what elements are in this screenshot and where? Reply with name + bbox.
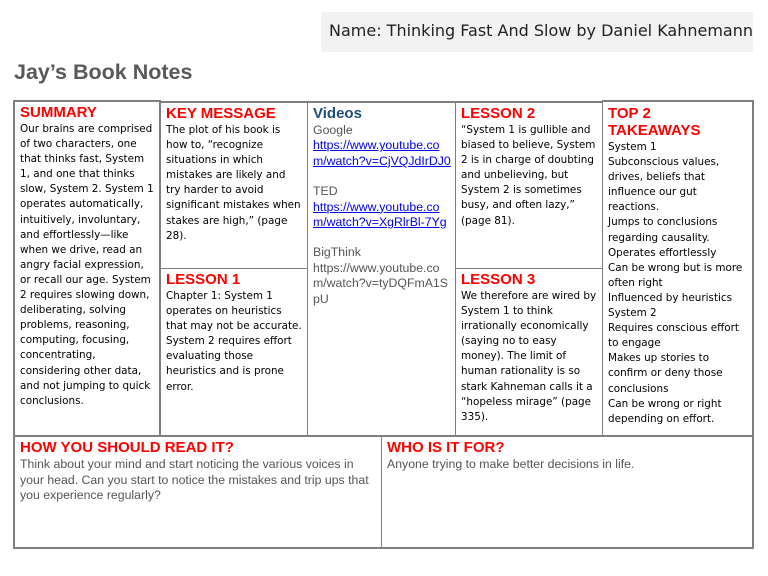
- takeaways-heading: [608, 105, 748, 139]
- takeaway-line: System 2: [608, 307, 657, 320]
- ted-label: TED: [313, 184, 338, 199]
- takeaway-line: Can be wrong but is more often right: [608, 261, 743, 289]
- key-message-body: The plot of his book is how to, “recognize situations in which mistakes are likely and try harder to avoid significant mistakes when stakes are high,” (page 28).: [166, 124, 301, 242]
- who-for-body: Anyone trying to make better decisions in life.: [387, 457, 635, 471]
- takeaways-list: [608, 140, 748, 427]
- takeaway-line: System 1: [608, 141, 657, 153]
- lesson3-heading: LESSON 3: [461, 271, 536, 288]
- page-title: Jay’s Book Notes: [14, 60, 193, 84]
- lesson1-heading: LESSON 1: [166, 271, 241, 288]
- key-message-cell: [161, 101, 308, 269]
- google-label: Google: [313, 123, 353, 137]
- takeaway-line: Subconscious values, drives, beliefs that influence our gut reactions.: [608, 156, 720, 214]
- lesson3-cell: [455, 268, 603, 437]
- takeaway-line: Makes up stories to confirm or deny those conclusions: [608, 352, 723, 395]
- how-to-read-heading: HOW YOU SHOULD READ IT?: [20, 439, 234, 456]
- takeaways-cell: [602, 100, 754, 437]
- takeaway-line: Operates effortlessly: [608, 246, 717, 259]
- takeaway-line: Jumps to conclusions regarding causality.: [608, 216, 718, 244]
- lesson2-cell: [455, 101, 603, 269]
- who-for-cell: [381, 435, 754, 549]
- takeaway-line: Influenced by heuristics: [608, 291, 733, 304]
- lesson1-body: Chapter 1: System 1 operates on heuristics that may not be accurate. System 2 requires effort evaluating those heuristics and is prone error.: [166, 290, 302, 393]
- lesson2-heading: LESSON 2: [461, 105, 536, 122]
- bigthink-video-url: https://www.youtube.com/watch?v=tyDQFmA1SpU: [313, 260, 448, 306]
- takeaway-line: Requires conscious effort to engage: [608, 322, 739, 350]
- who-for-heading: WHO IS IT FOR?: [387, 439, 505, 456]
- how-to-read-body: Think about your mind and start noticing the various voices in your head. Can you start to notice the mistakes and trip ups that you experience regularly?: [20, 457, 369, 503]
- book-name-text: Name: Thinking Fast And Slow by Daniel Kahnemann: [329, 21, 754, 40]
- google-video-link[interactable]: https://www.youtube.com/watch?v=CjVQJdIrDJ0: [313, 138, 451, 168]
- lesson2-body: “System 1 is gullible and biased to believe, System 2 is in charge of doubting and unbelieving, but System 2 is sometimes busy, and often lazy,” (page 81).: [461, 124, 596, 227]
- book-name-box: [321, 12, 753, 52]
- takeaways-heading-line2: TAKEAWAYS: [608, 122, 701, 139]
- summary-body: Our brains are comprised of two characters, one that thinks fast, System 1, and one that thinks slow, System 2. System 1 operates automatically, intuitively, involuntary, and effortlessly—like when we drive, read an angry facial expression, or recall our age. System 2 requires slowing down, deliberating, solving problems, reasoning, computing, focusing, concentrating, considering other data, and not jumping to quick conclusions.: [20, 123, 154, 407]
- bigthink-label: BigThink: [313, 245, 361, 260]
- how-to-read-cell: [13, 435, 383, 549]
- key-message-heading: KEY MESSAGE: [166, 105, 276, 122]
- takeaway-line: Can be wrong or right depending on effort.: [608, 397, 722, 425]
- summary-cell: [13, 100, 161, 437]
- takeaways-heading-line1: TOP 2: [608, 105, 651, 122]
- videos-cell: [307, 101, 456, 437]
- lesson3-body: We therefore are wired by System 1 to think irrationally economically (saying no to easy money). The limit of human rationality is so stark Kahneman calls it a “hopeless mirage” (page 335).: [461, 290, 597, 423]
- videos-heading: Videos: [313, 105, 362, 122]
- summary-heading: SUMMARY: [20, 104, 97, 121]
- lesson1-cell: [161, 268, 308, 437]
- ted-video-link[interactable]: https://www.youtube.com/watch?v=XgRlrBl-7Yg: [313, 199, 447, 230]
